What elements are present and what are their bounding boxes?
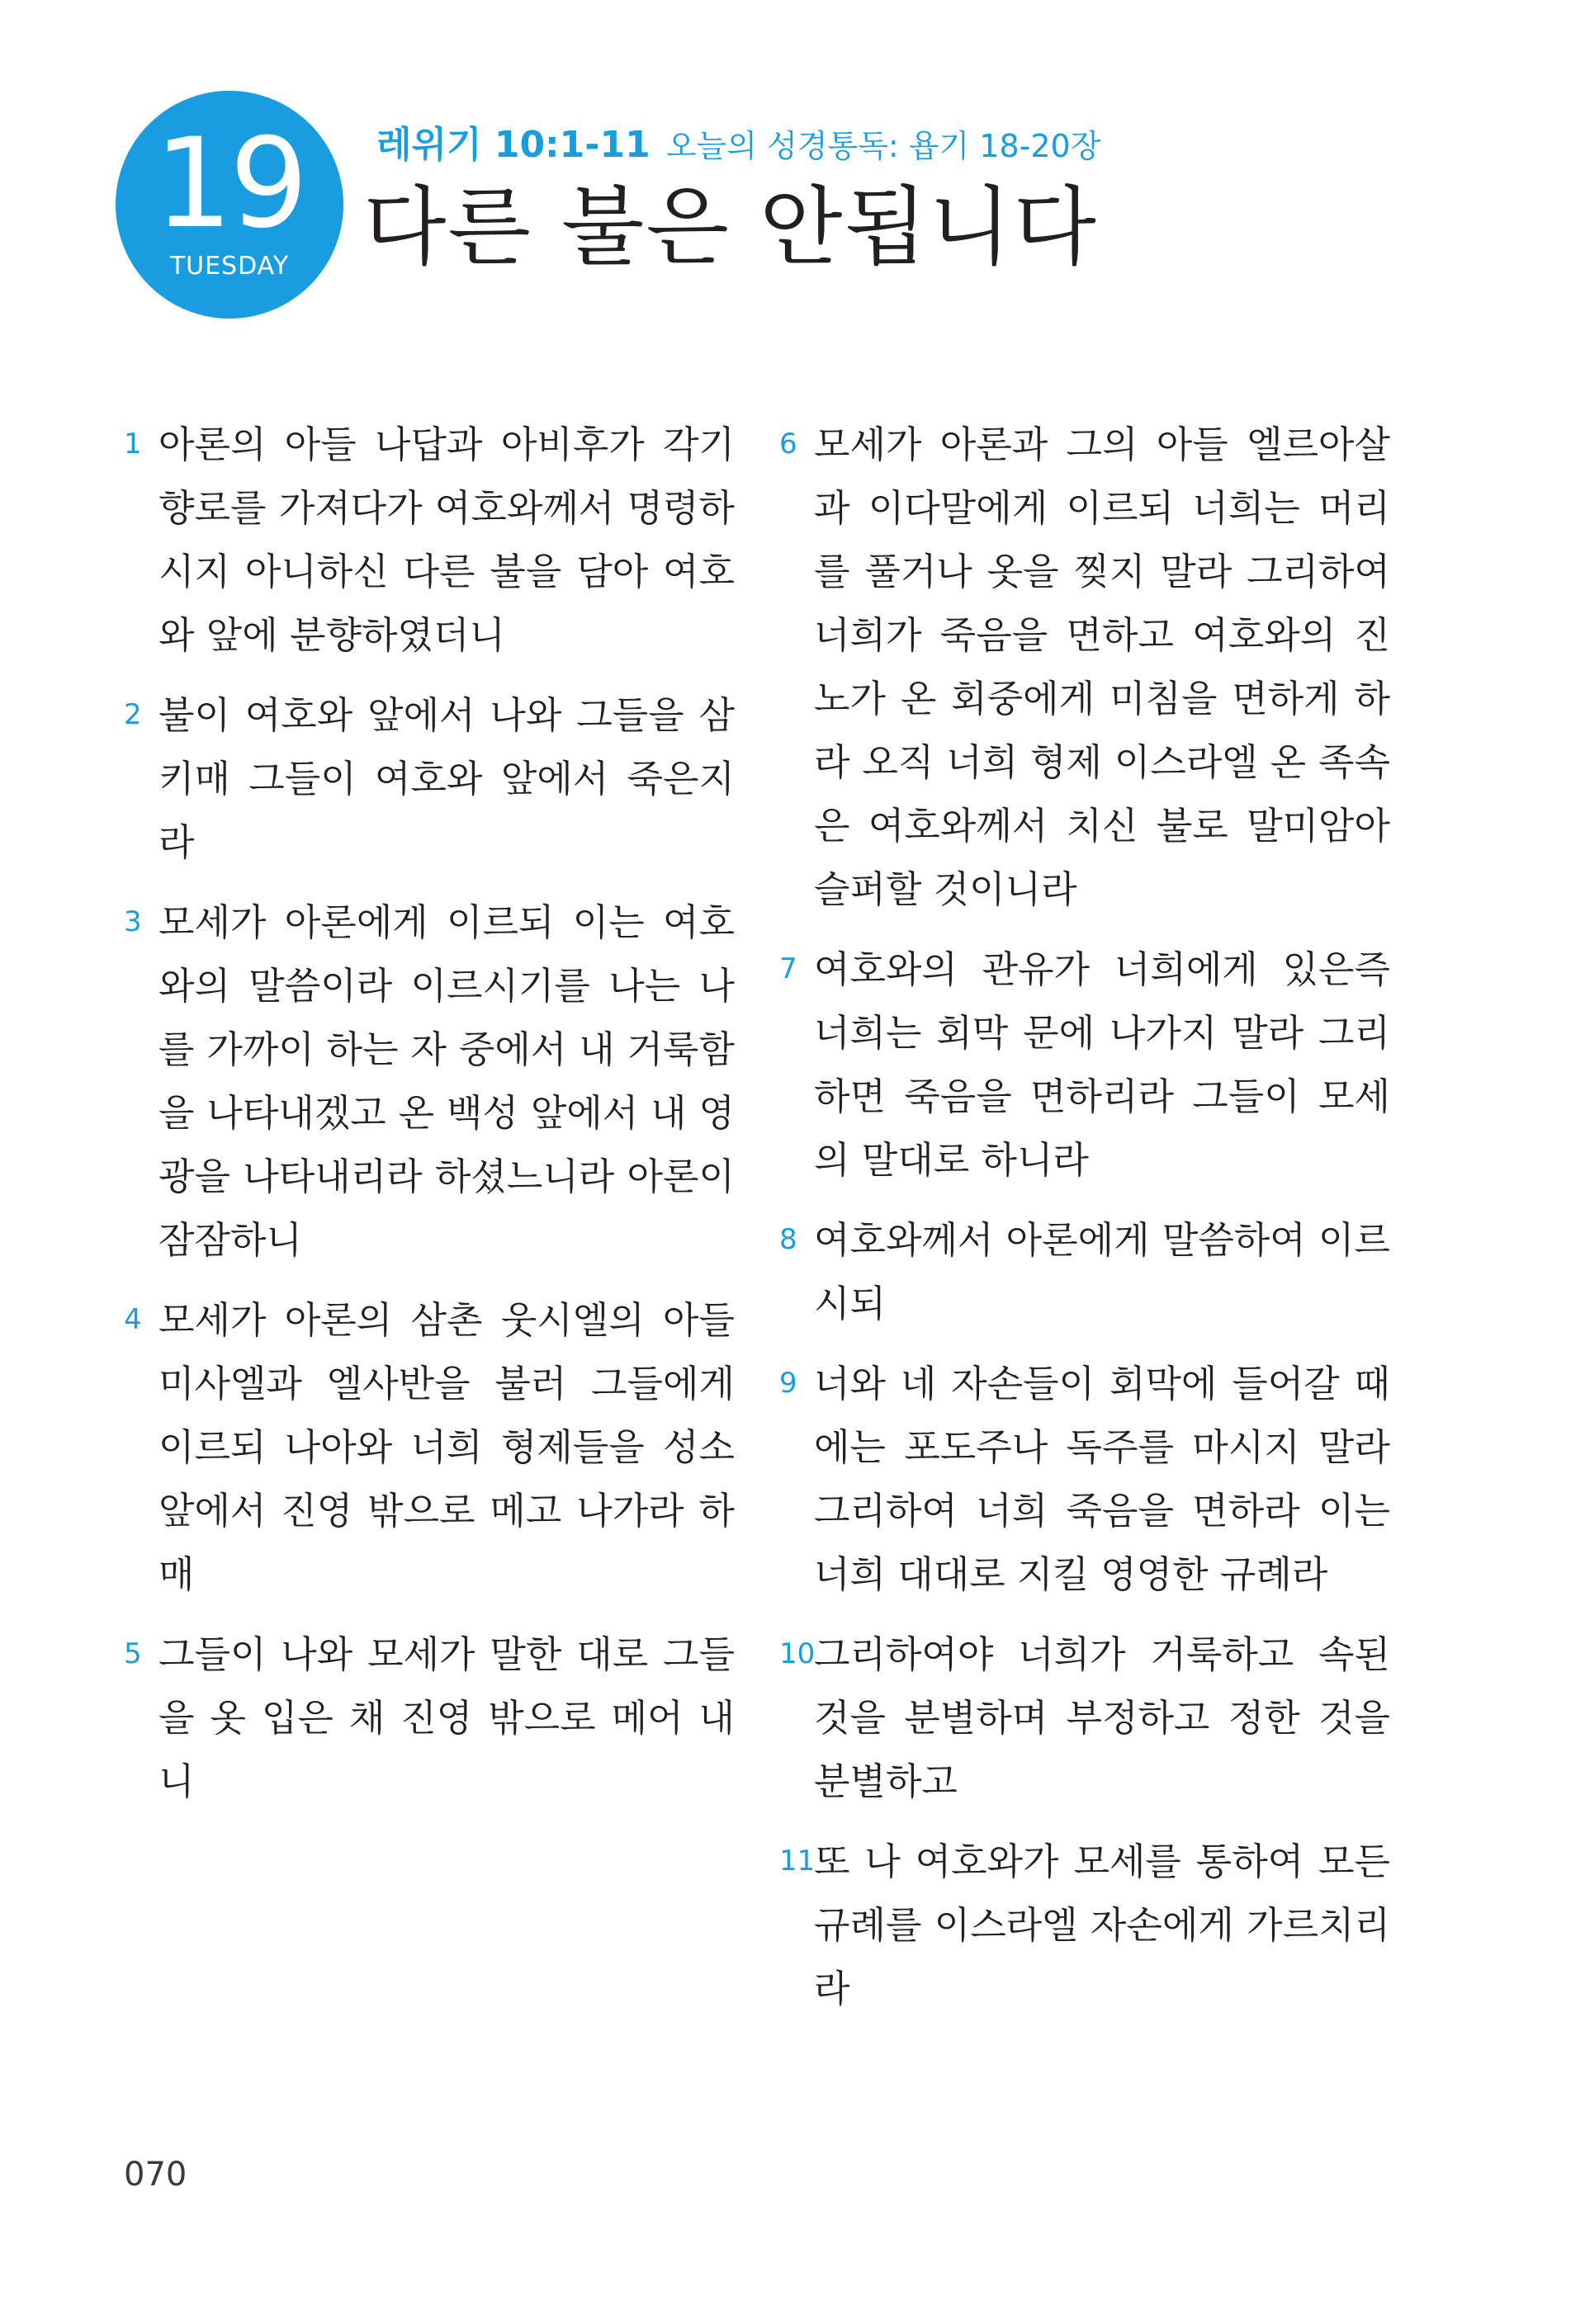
verse-number: 7 xyxy=(779,952,797,985)
verse-number: 4 xyxy=(124,1303,142,1336)
verse xyxy=(779,1208,1390,1335)
verse-number: 9 xyxy=(779,1367,797,1400)
verse xyxy=(779,1830,1390,2020)
verse-text: 그리하여야 너희가 거룩하고 속된 것을 분별하며 부정하고 정한 것을 분별하고 xyxy=(814,1632,1390,1803)
weekday-label: TUESDAY xyxy=(169,252,290,281)
verse-column-right xyxy=(779,413,1390,2037)
date-badge xyxy=(116,91,343,319)
page-number: 070 xyxy=(124,2156,187,2194)
verse xyxy=(124,1623,735,1813)
page-title: 다른 불은 안됩니다 xyxy=(363,177,1098,277)
verse-text: 여호와의 관유가 너희에게 있은즉 너희는 회막 문에 나가지 말라 그리하면 죽음을 면하리라 그들이 모세의 말대로 하니라 xyxy=(814,947,1390,1182)
verse-number: 5 xyxy=(124,1637,142,1670)
verse-text: 모세가 아론에게 이르되 이는 여호와의 말씀이라 이르시기를 나는 나를 가까이 하는 자 중에서 내 거룩함을 나타내겠고 온 백성 앞에서 내 영광을 나타내리라 하셨느니라 아론이 잠잠하니 xyxy=(158,900,735,1262)
verse-text: 그들이 나와 모세가 말한 대로 그들을 옷 입은 채 진영 밖으로 메어 내니 xyxy=(158,1632,735,1803)
header-subtitle xyxy=(376,120,1100,177)
verse xyxy=(124,683,735,874)
verse-number: 10 xyxy=(779,1637,816,1670)
verse xyxy=(124,1288,735,1606)
date-number: 19 xyxy=(154,112,305,256)
verse-text: 아론의 아들 나답과 아비후가 각기 향로를 가져다가 여호와께서 명령하시지 아니하신 다른 불을 담아 여호와 앞에 분향하였더니 xyxy=(158,423,735,657)
verse-text: 여호와께서 아론에게 말씀하여 이르시되 xyxy=(814,1218,1390,1325)
verse-text: 모세가 아론과 그의 아들 엘르아살과 이다말에게 이르되 너희는 머리를 풀거나 옷을 찢지 말라 그리하여 너희가 죽음을 면하고 여호와의 진노가 온 회중에게 미침을 면하게 하라 오직 너희 형제 이스라엘 온 족속은 여호와께서 치신 불로 말미암아 슬퍼할 것이니라 xyxy=(814,423,1390,911)
verse-number: 8 xyxy=(779,1223,797,1256)
verse-text: 모세가 아론의 삼촌 웃시엘의 아들 미사엘과 엘사반을 불러 그들에게 이르되 나아와 너희 형제들을 성소 앞에서 진영 밖으로 메고 나가라 하매 xyxy=(158,1298,735,1596)
verse xyxy=(779,938,1390,1192)
verse xyxy=(124,890,735,1272)
verse-number: 1 xyxy=(124,427,142,461)
verse-text: 또 나 여호와가 모세를 통하여 모든 규례를 이스라엘 자손에게 가르치리라 xyxy=(814,1840,1390,2010)
verse-column-left xyxy=(124,413,735,1830)
verse-text: 너와 네 자손들이 회막에 들어갈 때에는 포도주나 독주를 마시지 말라 그리하여 너희 죽음을 면하라 이는 너희 대대로 지킬 영영한 규례라 xyxy=(814,1362,1390,1596)
verse xyxy=(779,413,1390,921)
verse xyxy=(779,1623,1390,1813)
scripture-reference: 레위기 10:1-11 xyxy=(376,124,651,166)
verse xyxy=(124,413,735,667)
verse-number: 3 xyxy=(124,905,142,938)
todays-reading: 오늘의 성경통독: 욥기 18-20장 xyxy=(665,128,1101,164)
verse-number: 6 xyxy=(779,427,797,461)
verse-number: 11 xyxy=(779,1845,816,1878)
verse-text: 불이 여호와 앞에서 나와 그들을 삼키매 그들이 여호와 앞에서 죽은지라 xyxy=(158,693,735,864)
verse xyxy=(779,1352,1390,1606)
verse-number: 2 xyxy=(124,698,142,731)
